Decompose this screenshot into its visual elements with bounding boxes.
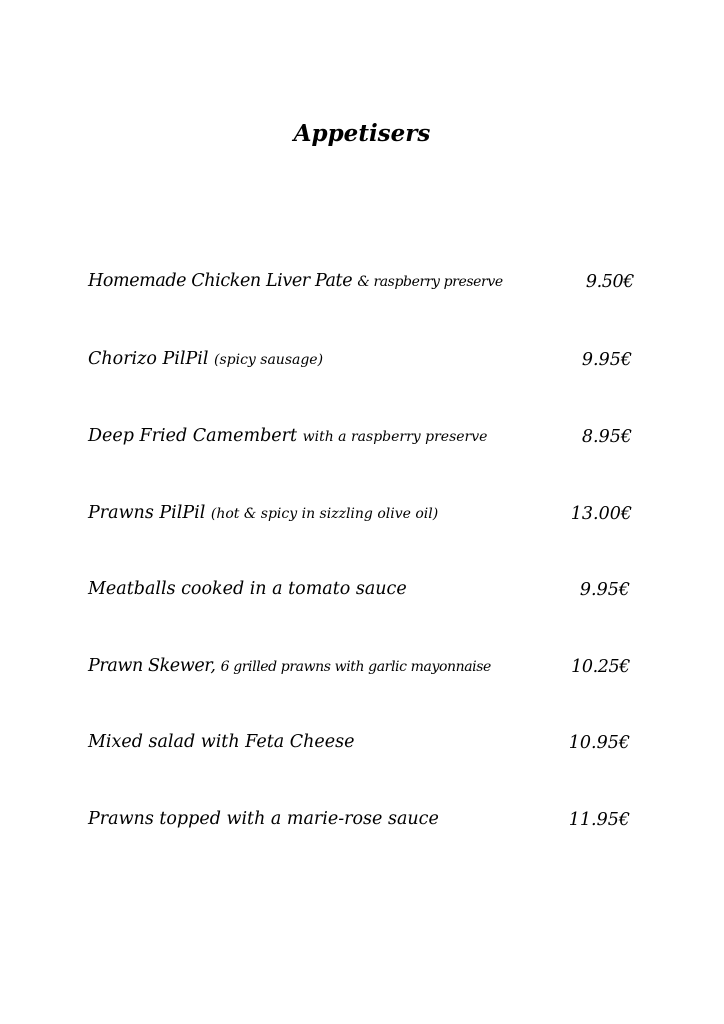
item-description: 6 grilled prawns with garlic mayonnaise	[220, 659, 491, 675]
item-name: Meatballs cooked in a tomato sauce	[88, 579, 407, 599]
item-price: 9.50€	[585, 272, 634, 292]
item-description: (hot & spicy in sizzling olive oil)	[210, 506, 439, 522]
menu-item-prawn-skewer	[88, 653, 636, 681]
item-name: Mixed salad with Feta Cheese	[88, 732, 355, 752]
menu-item-mixed-salad	[88, 729, 636, 757]
page-title: Appetisers	[293, 120, 431, 147]
item-name: Prawns topped with a marie-rose sauce	[88, 809, 439, 829]
item-description: (spicy sausage)	[213, 352, 324, 368]
item-price: 13.00€	[570, 504, 632, 524]
item-price: 11.95€	[568, 810, 630, 830]
item-price: 10.95€	[568, 733, 630, 753]
menu-item-meatballs	[88, 576, 636, 604]
item-price: 8.95€	[581, 427, 632, 447]
menu-item-prawns-pilpil	[88, 500, 636, 528]
item-name: Homemade Chicken Liver Pate	[88, 271, 358, 291]
item-description: & raspberry preserve	[357, 274, 503, 290]
item-name: Chorizo PilPil	[88, 349, 214, 369]
menu-item-chorizo-pilpil	[88, 346, 636, 374]
item-name: Prawn Skewer,	[88, 656, 221, 676]
menu-item-chicken-liver-pate	[88, 268, 636, 296]
item-price: 9.95€	[581, 350, 632, 370]
item-description: with a raspberry preserve	[302, 429, 488, 445]
item-price: 9.95€	[579, 580, 630, 600]
menu-item-deep-fried-camembert	[88, 423, 636, 451]
item-name: Prawns PilPil	[88, 503, 211, 523]
item-price: 10.25€	[571, 657, 630, 677]
item-name: Deep Fried Camembert	[88, 426, 303, 446]
menu-item-prawns-marie-rose	[88, 806, 636, 834]
